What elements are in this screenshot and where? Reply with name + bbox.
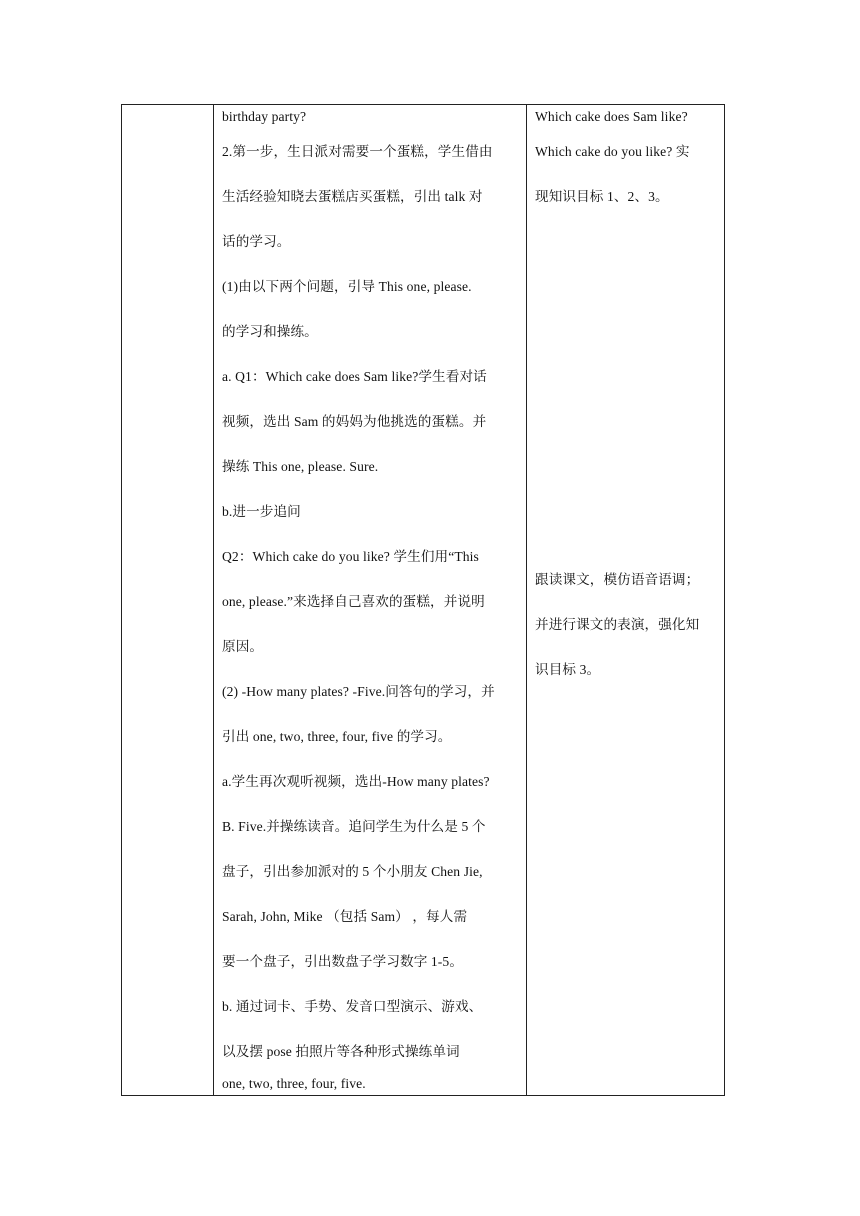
procedure-line: 以及摆 pose 拍照片等各种形式操练单词 — [222, 1044, 460, 1059]
procedure-line: 的学习和操练。 — [222, 324, 318, 339]
procedure-line: one, please.”来选择自己喜欢的蛋糕，并说明 — [222, 594, 485, 609]
left-empty-cell — [122, 105, 214, 1096]
procedure-line: 原因。 — [222, 639, 264, 654]
procedure-line: b. 通过词卡、手势、发音口型演示、游戏、 — [222, 999, 483, 1014]
procedure-line: 话的学习。 — [222, 234, 291, 249]
procedure-line: Q2：Which cake do you like? 学生们用“This — [222, 549, 479, 564]
procedure-line: (2) -How many plates? -Five.问答句的学习，并 — [222, 684, 495, 699]
procedure-line: Sarah, John, Mike （包括 Sam） ，每人需 — [222, 909, 468, 924]
procedure-line: 引出 one, two, three, four, five 的学习。 — [222, 729, 452, 744]
objective-line: Which cake does Sam like? — [535, 109, 688, 124]
procedure-line: B. Five.并操练读音。追问学生为什么是 5 个 — [222, 819, 486, 834]
objective-line: 并进行课文的表演，强化知 — [535, 617, 700, 632]
objective-line: 现知识目标 1、2、3。 — [535, 189, 669, 204]
procedure-line: 视频，选出 Sam 的妈妈为他挑选的蛋糕。并 — [222, 414, 487, 429]
procedure-line: a.学生再次观听视频，选出-How many plates? — [222, 774, 490, 789]
procedure-line: 生活经验知晓去蛋糕店买蛋糕，引出 talk 对 — [222, 189, 483, 204]
procedure-line: b.进一步追问 — [222, 504, 301, 519]
objective-line: 识目标 3。 — [535, 662, 601, 677]
procedure-line: a. Q1：Which cake does Sam like?学生看对话 — [222, 369, 487, 384]
procedure-line: 操练 This one, please. Sure. — [222, 459, 379, 474]
objective-cell — [527, 105, 725, 1096]
procedure-line: birthday party? — [222, 109, 307, 124]
objective-line: 跟读课文，模仿语音语调； — [535, 572, 700, 587]
procedure-line: one, two, three, four, five. — [222, 1076, 366, 1091]
procedure-line: 2.第一步，生日派对需要一个蛋糕，学生借由 — [222, 144, 493, 159]
teaching-procedure-cell — [214, 105, 527, 1096]
lesson-plan-table — [121, 104, 725, 1096]
objective-line: Which cake do you like? 实 — [535, 144, 690, 159]
procedure-line: (1)由以下两个问题，引导 This one, please. — [222, 279, 472, 294]
procedure-line: 要一个盘子，引出数盘子学习数字 1-5。 — [222, 954, 464, 969]
procedure-line: 盘子，引出参加派对的 5 个小朋友 Chen Jie, — [222, 864, 483, 879]
table-row — [122, 105, 725, 1096]
